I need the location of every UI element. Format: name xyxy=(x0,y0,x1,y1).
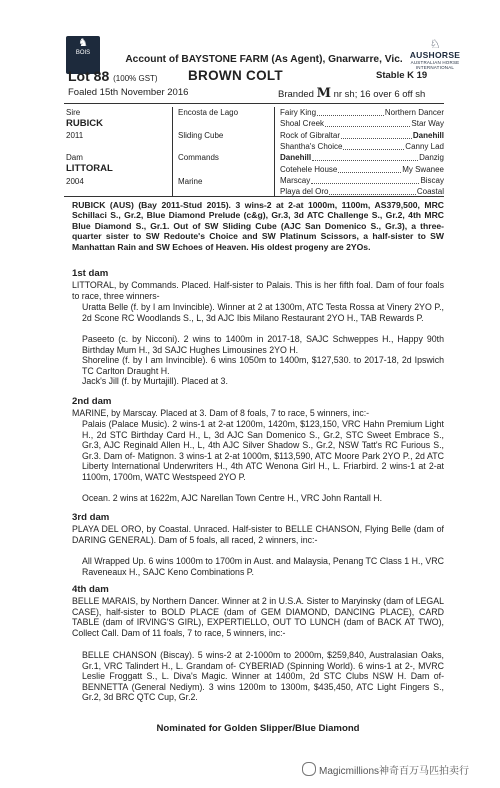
ancestor-name: Playa del Oro xyxy=(280,187,329,197)
pedigree-ancestor-pair xyxy=(280,175,444,187)
ancestor-name: Marscay xyxy=(280,175,311,185)
fourth-dam-intro: BELLE MARAIS, by Northern Dancer. Winner at 2 in U.S.A. Sister to Maryinsky (dam of LEGAL CASE), half-sister to BOLD PLACE (dam of GEM DIAMOND, DANCING PLACE), CARD TABLE (dam of IRVING'S GIRL), EXPERTIELLO, OUT TO LUNCH (dam of BACK AT TWO), Collect Call. Dam of 11 foals, 7 to race, 5 winners, inc:- xyxy=(72,596,444,638)
brand-mark: M xyxy=(316,86,331,101)
first-dam-item-1: Uratta Belle (f. by I am Invincible). Winner at 2 at 1300m, ATC Testa Rossa at Vinery 2YO P., 2d Scone RC Woodlands S., L, 3d AJC Ibis Milano Restaurant 2YO H., TAB Rewards P. xyxy=(82,302,444,323)
dam-name: LITTORAL xyxy=(66,163,113,174)
sire-sire: Encosta de Lago xyxy=(178,108,239,117)
aushorse-logo xyxy=(404,38,466,70)
ancestor-sire-name: Canny Lad xyxy=(405,141,444,151)
sire-label: Sire xyxy=(66,108,81,117)
pedigree-ancestor-pair xyxy=(280,164,444,176)
pedigree-divider-1 xyxy=(172,107,173,197)
dam-dam: Marine xyxy=(178,177,203,186)
branded-label: Branded xyxy=(278,89,314,100)
ancestor-name: Shoal Creek xyxy=(280,119,325,129)
lot-description: BROWN COLT xyxy=(188,68,283,83)
ancestor-name: Cotehele House xyxy=(280,164,338,174)
foaled-date: Foaled 15th November 2016 xyxy=(68,87,189,98)
pedigree-table xyxy=(66,107,442,197)
dam-sire: Commands xyxy=(178,153,219,162)
ancestor-sire-name: Star Way xyxy=(411,119,444,129)
aushorse-logo-text: AUSHORSE xyxy=(409,50,461,60)
dot-leader xyxy=(329,186,415,195)
second-dam-heading: 2nd dam xyxy=(72,396,112,407)
ancestor-name: Rock of Gibraltar xyxy=(280,130,341,140)
first-dam-heading: 1st dam xyxy=(72,268,109,279)
first-dam-item-4: Jack's Jill (f. by Murtajill). Placed at 3. xyxy=(82,376,228,386)
pedigree-bottom-divider xyxy=(64,196,444,197)
ancestor-name: Danehill xyxy=(280,153,312,163)
sire-summary: RUBICK (AUS) (Bay 2011-Stud 2015). 3 wins-2 at 2-at 1000m, 1100m, AS379,500, MRC Schillaci S., Gr.2, Blue Diamond Prelude (c&g), Gr.3, 3d ATC Challenge S., Gr.2, 4th MRC Blue Diamond S., Gr.1. Out of SW Sliding Cube (AJC San Domenico S., Gr.3), a three-quarter sister to SW Redoute's Choice and SW Platinum Scissors, a half-sister to SW Manhattan Rain and SW Echoes of Heaven. His oldest progeny are 2YOs. xyxy=(72,200,444,252)
aushorse-logo-sub: AUSTRALIAN HORSE INTERNATIONAL xyxy=(410,60,460,70)
pedigree-ancestor-pair xyxy=(280,141,444,153)
sire-dam: Sliding Cube xyxy=(178,131,224,140)
dot-leader xyxy=(341,130,412,139)
pedigree-ancestor-pair xyxy=(280,107,444,119)
first-dam-intro: LITTORAL, by Commands. Placed. Half-sister to Palais. This is her fifth foal. Dam of four foals to race, three winners- xyxy=(72,280,444,301)
lot-label: Lot 88 xyxy=(68,68,110,84)
horse-icon: ♘ xyxy=(429,37,441,51)
second-dam-intro: MARINE, by Marscay. Placed at 3. Dam of 8 foals, 7 to race, 5 winners, inc:- xyxy=(72,408,370,418)
ancestor-sire-name: Northern Dancer xyxy=(384,108,444,117)
pedigree-ancestor-pair xyxy=(280,118,444,130)
ancestor-sire-name: Coastal xyxy=(416,187,444,197)
stable-number: Stable K 19 xyxy=(376,70,428,81)
pedigree-divider-2 xyxy=(274,107,275,197)
dot-leader xyxy=(338,164,401,173)
dot-leader xyxy=(343,141,404,150)
ancestor-sire-name: Danehill xyxy=(412,130,444,140)
third-dam-heading: 3rd dam xyxy=(72,512,110,523)
second-dam-item-2: Ocean. 2 wins at 1622m, AJC Narellan Town Centre H., VRC John Rantall H. xyxy=(82,493,383,503)
sire-name: RUBICK xyxy=(66,118,103,129)
nomination-note: Nominated for Golden Slipper/Blue Diamond xyxy=(156,723,360,734)
watermark xyxy=(302,762,469,777)
fourth-dam-heading: 4th dam xyxy=(72,584,109,595)
dot-leader xyxy=(311,175,419,184)
ancestor-sire-name: Danzig xyxy=(419,153,444,163)
watermark-text: Magicmillions神奇百万马匹拍卖行 xyxy=(319,766,470,777)
fourth-dam-item-1: BELLE CHANSON (Biscay). 5 wins-2 at 2-1000m to 2000m, $259,840, Australasian Oaks, Gr.1, VRC Talindert H., L. Grandam of- CYBERIAD (Spinning World). 6 wins-1 at 2-, MVRC Leslie Froggatt S., L. Diva's Magic. Winner at 1400m, 2d STC Clubs NSW H. Dam of- BENNETTA (General Nediym). 3 wins 1200m to 1300m, $435,450, ATC Light Fingers S., Gr.2, 3d BRC QTC Cup, Gr.2. xyxy=(82,650,444,703)
third-dam-intro: PLAYA DEL ORO, by Coastal. Unraced. Half-sister to BELLE CHANSON, Flying Belle (dam of DARING GENERAL). Dam of 5 foals, all raced, 2 winners, inc:- xyxy=(72,524,444,545)
dam-label: Dam xyxy=(66,153,83,162)
consignor: Account of BAYSTONE FARM (As Agent), Gnarwarre, Vic. xyxy=(125,54,403,65)
lot-number xyxy=(68,68,158,84)
second-dam-item-1: Palais (Palace Music). 2 wins-1 at 2-at 1200m, 1420m, $123,150, VRC Hahn Premium Light H., 2d STC Birthday Card H., L, 3d AJC San Domenico S., Gr.2, STC Sweet Embrace S., Gr.3, AJC Reginald Allen H., L, 4th AJC Silver Shadow S., Gr.2, NSW Tatt's RC Furious S., Gr.3. Dam of- Matignon. 3 wins-1 at 2-at 1000m, $113,590, ATC Moore Park 2YO P., 2d ATC Liberty International Underwriters H., 4th ATC Wenona Girl H., L. Friarbird. 2 wins-1 at 2-at 1100m, 1700m, WATC Westspeed 2YO P. xyxy=(82,419,444,482)
ancestor-sire-name: Biscay xyxy=(420,175,444,185)
wechat-icon xyxy=(302,762,316,776)
branded-info xyxy=(278,86,425,101)
top-divider xyxy=(64,103,444,104)
third-dam-item-1: All Wrapped Up. 6 wins 1000m to 1700m in Aust. and Malaysia, Penang TC Class 1 H., VRC Raveneaux H., SAJC Keno Combinations P. xyxy=(82,556,444,577)
branded-details: nr sh; 16 over 6 off sh xyxy=(333,89,426,100)
first-dam-item-3: Shoreline (f. by I am Invincible). 6 wins 1050m to 1400m, $127,530. to 2017-18, 2d Ipswich TC Carlton Draught H. xyxy=(82,355,444,376)
dot-leader xyxy=(317,107,384,116)
first-dam-item-2: Paseeto (c. by Nicconi). 2 wins to 1400m in 2017-18, SAJC Schweppes H., Happy 90th Birthday Mum H., 3d SAJC Hughes Limousines 2YO H. xyxy=(82,334,444,355)
ancestor-sire-name: My Swanee xyxy=(402,164,444,174)
ancestor-name: Fairy King xyxy=(280,108,317,117)
dot-leader xyxy=(312,152,418,161)
pedigree-ancestor-pair xyxy=(280,130,444,142)
lot-gst: (100% GST) xyxy=(113,74,158,83)
bois-logo-text: BOIS xyxy=(75,50,91,56)
ancestor-name: Shantha's Choice xyxy=(280,141,343,151)
dot-leader xyxy=(325,118,410,127)
pedigree-ancestor-pair xyxy=(280,152,444,164)
sire-year: 2011 xyxy=(66,131,84,140)
horse-head-icon: ♞ xyxy=(78,37,88,49)
dam-year: 2004 xyxy=(66,177,84,186)
